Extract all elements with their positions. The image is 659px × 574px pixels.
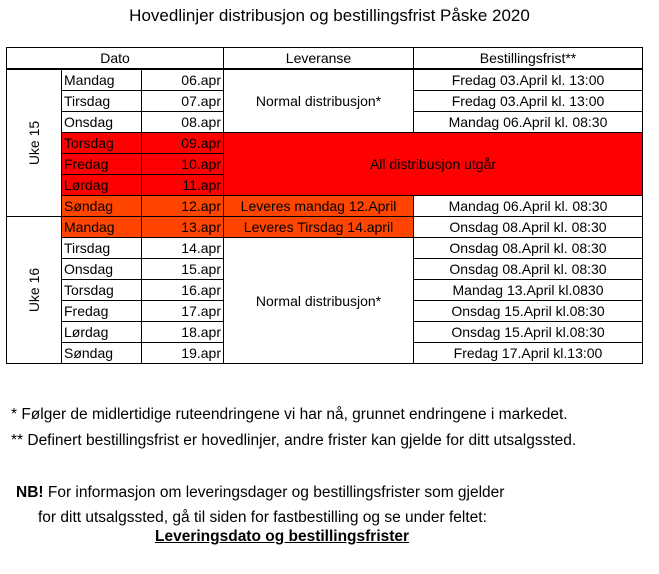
- day-cell: Tirsdag: [62, 91, 142, 112]
- day-cell: Fredag: [62, 301, 142, 322]
- day-cell: Tirsdag: [62, 238, 142, 259]
- date-cell: 09.apr: [142, 133, 224, 154]
- schedule-table: [6, 47, 643, 364]
- day-cell: Lørdag: [62, 175, 142, 196]
- day-cell: Fredag: [62, 154, 142, 175]
- date-cell: 10.apr: [142, 154, 224, 175]
- date-cell: 08.apr: [142, 112, 224, 133]
- day-cell: Torsdag: [62, 280, 142, 301]
- frist-cell: Onsdag 08.April kl. 08:30: [414, 238, 643, 259]
- day-cell: Onsdag: [62, 259, 142, 280]
- day-cell: Søndag: [62, 196, 142, 217]
- frist-cell: Fredag 03.April kl. 13:00: [414, 69, 643, 91]
- nb-line-1: For informasjon om leveringsdager og bestillingsfrister som gjelder: [43, 484, 505, 501]
- date-cell: 13.apr: [142, 217, 224, 238]
- date-cell: 15.apr: [142, 259, 224, 280]
- leveranse-utgar: All distribusjon utgår: [224, 133, 643, 196]
- day-cell: Onsdag: [62, 112, 142, 133]
- table-row: [7, 69, 643, 91]
- day-cell: Mandag: [62, 69, 142, 91]
- table-row: [7, 217, 643, 238]
- header-leveranse: Leveranse: [224, 48, 414, 70]
- frist-cell: Onsdag 08.April kl. 08:30: [414, 217, 643, 238]
- footnote-1: * Følger de midlertidige ruteendringene vi har nå, grunnet endringene i markedet.: [11, 406, 568, 423]
- frist-cell: Mandag 06.April kl. 08:30: [414, 112, 643, 133]
- date-cell: 12.apr: [142, 196, 224, 217]
- table-header-row: [7, 48, 643, 70]
- leveranse-normal-1: Normal distribusjon*: [224, 69, 414, 133]
- table-row: [7, 196, 643, 217]
- day-cell: Torsdag: [62, 133, 142, 154]
- frist-cell: Mandag 13.April kl.0830: [414, 280, 643, 301]
- date-cell: 11.apr: [142, 175, 224, 196]
- nb-note: [16, 480, 504, 530]
- frist-cell: Onsdag 15.April kl.08:30: [414, 322, 643, 343]
- leveranse-mandag: Leveres mandag 12.April: [224, 196, 414, 217]
- week-label-16: Uke 16: [7, 217, 62, 364]
- day-cell: Lørdag: [62, 322, 142, 343]
- footnote-2: ** Definert bestillingsfrist er hovedlinjer, andre frister kan gjelde for ditt utsalgssted.: [11, 432, 577, 449]
- table-row: [7, 133, 643, 154]
- frist-cell: Onsdag 15.April kl.08:30: [414, 301, 643, 322]
- leveranse-tirsdag: Leveres Tirsdag 14.april: [224, 217, 414, 238]
- frist-cell: Mandag 06.April kl. 08:30: [414, 196, 643, 217]
- header-frist: Bestillingsfrist**: [414, 48, 643, 70]
- day-cell: Mandag: [62, 217, 142, 238]
- table-row: [7, 238, 643, 259]
- frist-cell: Fredag 17.April kl.13:00: [414, 343, 643, 364]
- date-cell: 14.apr: [142, 238, 224, 259]
- date-cell: 07.apr: [142, 91, 224, 112]
- date-cell: 17.apr: [142, 301, 224, 322]
- frist-cell: Onsdag 08.April kl. 08:30: [414, 259, 643, 280]
- leveranse-normal-2: Normal distribusjon*: [224, 238, 414, 364]
- date-cell: 06.apr: [142, 69, 224, 91]
- date-cell: 18.apr: [142, 322, 224, 343]
- header-dato: Dato: [7, 48, 224, 70]
- frist-cell: Fredag 03.April kl. 13:00: [414, 91, 643, 112]
- leveringsdato-link[interactable]: Leveringsdato og bestillingsfrister: [155, 528, 410, 545]
- footnotes: [11, 402, 576, 454]
- nb-label: NB!: [16, 484, 44, 501]
- week-label-15: Uke 15: [7, 69, 62, 217]
- date-cell: 19.apr: [142, 343, 224, 364]
- page-title: Hovedlinjer distribusjon og bestillingsfrist Påske 2020: [129, 6, 530, 25]
- day-cell: Søndag: [62, 343, 142, 364]
- date-cell: 16.apr: [142, 280, 224, 301]
- nb-line-2: for ditt utsalgssted, gå til siden for fastbestilling og se under feltet:: [38, 509, 487, 526]
